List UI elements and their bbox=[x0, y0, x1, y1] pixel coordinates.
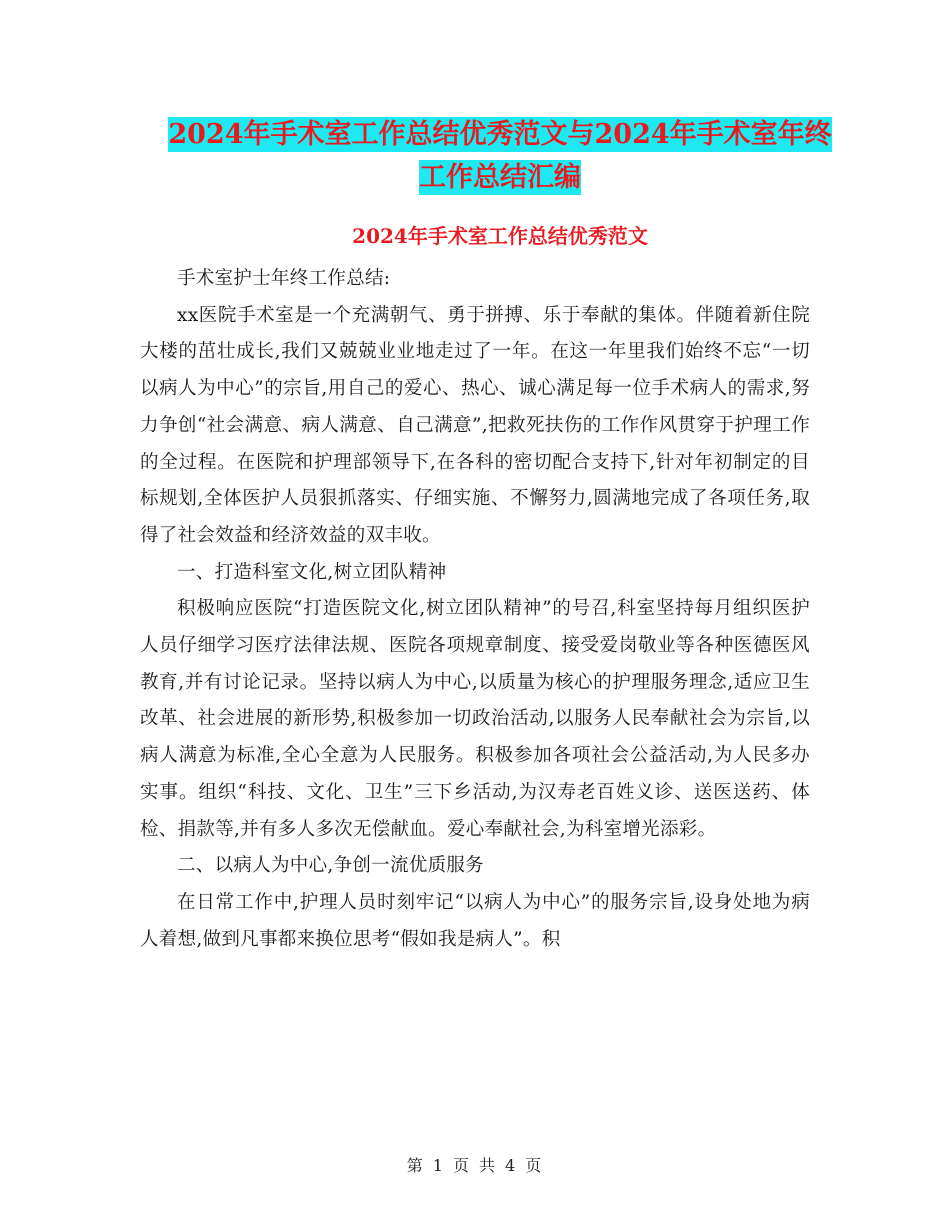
section-heading: 二、以病人为中心,争创一流优质服务 bbox=[177, 855, 484, 877]
paragraph: 在日常工作中,护理人员时刻牢记“以病人为中心”的服务宗旨,设身处地为病人着想,做到凡事都来换位思考“假如我是病人”。积 bbox=[140, 891, 810, 950]
title-highlight: 工作总结汇编 bbox=[419, 162, 581, 193]
page-footer bbox=[0, 1153, 950, 1176]
paragraph: 积极响应医院“打造医院文化,树立团队精神”的号召,科室坚持每月组织医护人员仔细学习医疗法律法规、医院各项规章制度、接受爱岗敬业等各种医德医风教育,并有讨论记录。坚持以病人为中心,以质量为核心的护理服务理念,适应卫生改革、社会进展的新形势,积极参加一切政治活动,以服务人民奉献社会为宗旨,以病人满意为标准,全心全意为人民服务。积极参加各项社会公益活动,为人民多办实事。组织“科技、文化、卫生”三下乡活动,为汉寿老百姓义诊、送医送药、体检、捐款等,并有多人多次无偿献血。爱心奉献社会,为科室增光添彩。 bbox=[140, 598, 810, 840]
title-highlight: 2024年手术室工作总结优秀范文与2024年手术室年终 bbox=[168, 119, 832, 150]
current-page-number: 1 bbox=[432, 1156, 445, 1175]
footer-total-unit: 页 bbox=[525, 1156, 544, 1175]
section-heading: 一、打造科室文化,树立团队精神 bbox=[177, 561, 447, 583]
footer-total-prefix: 共 bbox=[479, 1156, 498, 1175]
paragraph: 手术室护士年终工作总结: bbox=[177, 268, 391, 289]
document-body bbox=[140, 261, 810, 958]
total-pages-number: 4 bbox=[505, 1156, 518, 1175]
paragraph: xx医院手术室是一个充满朝气、勇于拼搏、乐于奉献的集体。伴随着新住院大楼的茁壮成长,我们又兢兢业业地走过了一年。在这一年里我们始终不忘“一切以病人为中心”的宗旨,用自己的爱心、热心、诚心满足每一位手术病人的需求,努力争创“社会满意、病人满意、自己满意”,把救死扶伤的工作作风贯穿于护理工作的全过程。在医院和护理部领导下,在各科的密切配合支持下,针对年初制定的目标规划,全体医护人员狠抓落实、仔细实施、不懈努力,圆满地完成了各项任务,取得了社会效益和经济效益的双丰收。 bbox=[140, 304, 810, 546]
document-title-line-1 bbox=[120, 113, 880, 157]
section-title: 2024年手术室工作总结优秀范文 bbox=[352, 224, 648, 248]
footer-prefix: 第 bbox=[406, 1156, 425, 1175]
footer-page-unit: 页 bbox=[452, 1156, 471, 1175]
document-title-line-2 bbox=[120, 156, 880, 200]
